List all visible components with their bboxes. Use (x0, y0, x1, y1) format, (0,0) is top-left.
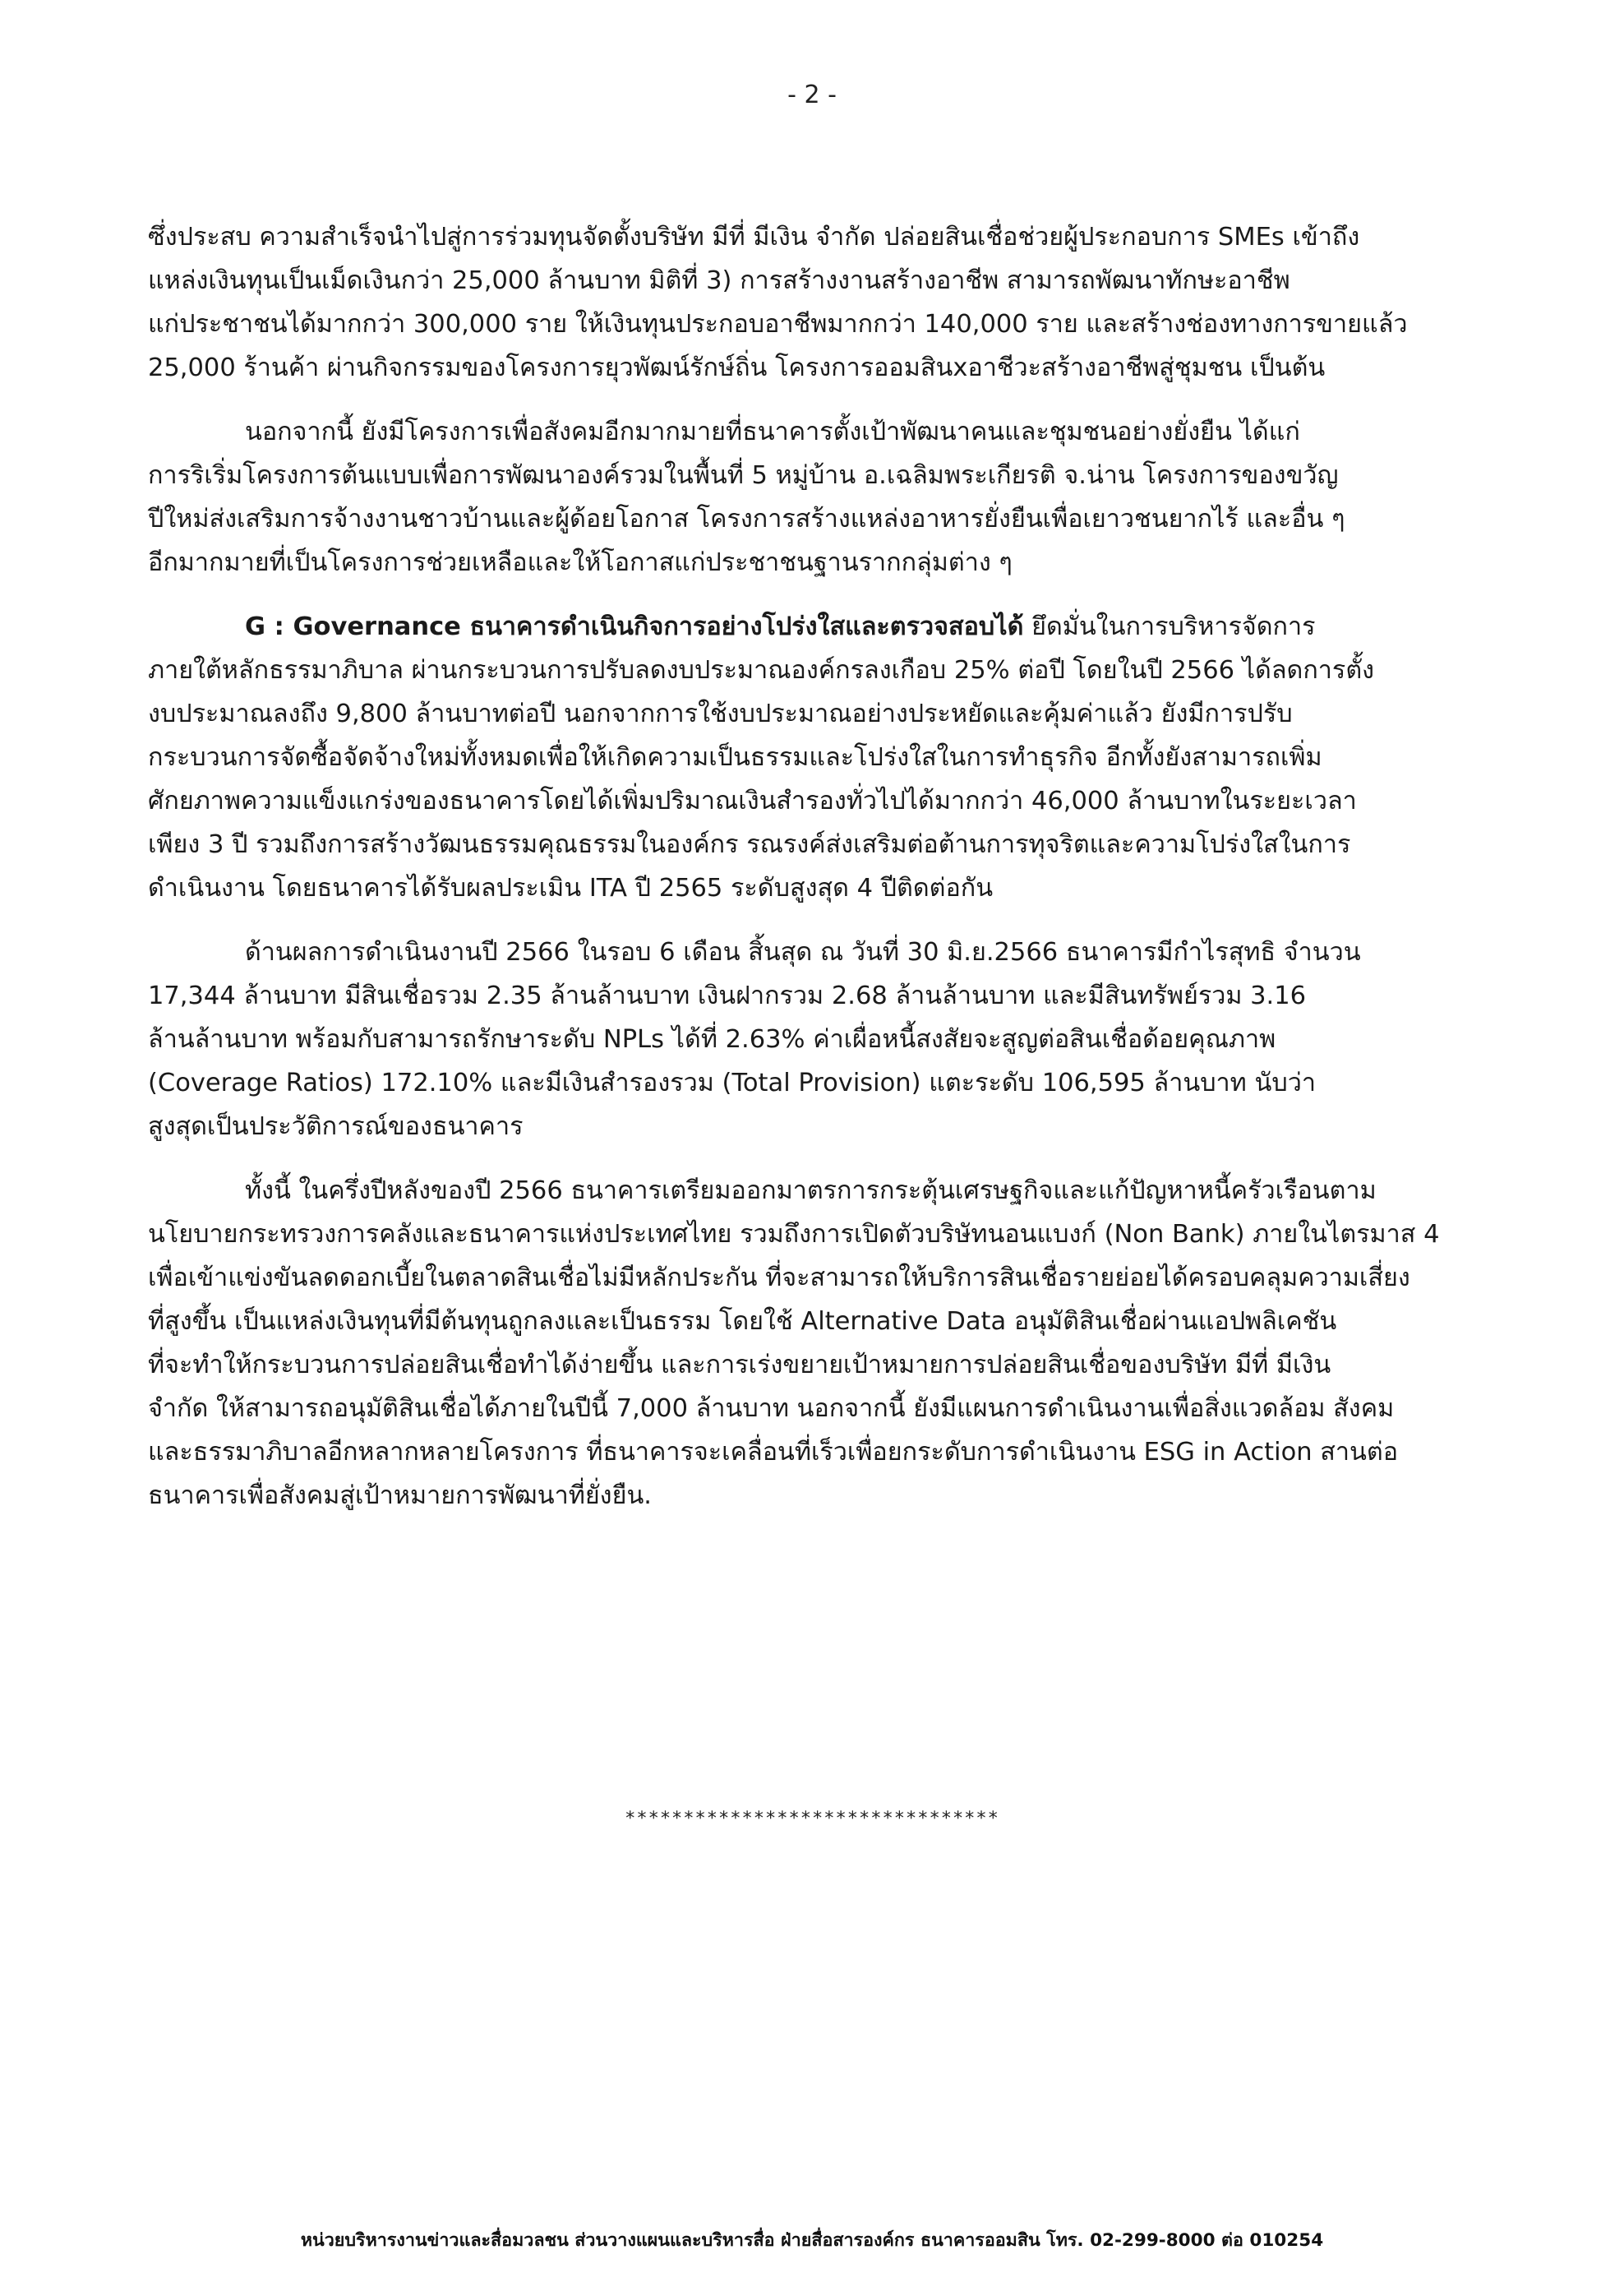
text-line: ภายใต้หลักธรรมาภิบาล ผ่านกระบวนการปรับลดงบประมาณองค์กรลงเกือบ 25% ต่อปี โดยในปี 2566 ได้ลดการตั้ง (148, 656, 1375, 685)
text-line: แหล่งเงินทุนเป็นเม็ดเงินกว่า 25,000 ล้านบาท มิติที่ 3) การสร้างงานสร้างอาชีพ สามารถพัฒนาทักษะอาชีพ (148, 266, 1290, 295)
text-line: ดำเนินงาน โดยธนาคารได้รับผลประเมิน ITA ปี 2565 ระดับสูงสุด 4 ปีติดต่อกัน (148, 874, 994, 903)
text-line: สูงสุดเป็นประวัติการณ์ของธนาคาร (148, 1112, 524, 1141)
footer-contact: หน่วยบริหารงานข่าวและสื่อมวลชน ส่วนวางแผนและบริหารสื่อ ฝ่ายสื่อสารองค์กร ธนาคารออมสิน โทร. 02-299-8000 ต่อ 010254 (300, 2230, 1324, 2251)
text-line: จำกัด ให้สามารถอนุมัติสินเชื่อได้ภายในปีนี้ 7,000 ล้านบาท นอกจากนี้ ยังมีแผนการดำเนินงานเพื่อสิ่งแวดล้อม สังคม (148, 1394, 1395, 1423)
text-line: อีกมากมายที่เป็นโครงการช่วยเหลือและให้โอกาสแก่ประชาชนฐานรากกลุ่มต่าง ๆ (148, 548, 1013, 577)
text-line: การริเริ่มโครงการต้นแบบเพื่อการพัฒนาองค์รวมในพื้นที่ 5 หมู่บ้าน อ.เฉลิมพระเกียรติ จ.น่าน โครงการของขวัญ (148, 461, 1339, 490)
text-line: งบประมาณลงถึง 9,800 ล้านบาทต่อปี นอกจากการใช้งบประมาณอย่างประหยัดและคุ้มค่าแล้ว ยังมีการปรับ (148, 700, 1293, 728)
text-line: 25,000 ร้านค้า ผ่านกิจกรรมของโครงการยุวพัฒน์รักษ์ถิ่น โครงการออมสินxอาชีวะสร้างอาชีพสู่ชุมชน เป็นต้น (148, 353, 1326, 382)
governance-first-line (148, 605, 1455, 649)
text-line: และธรรมาภิบาลอีกหลากหลายโครงการ ที่ธนาคารจะเคลื่อนที่เร็วเพื่อยกระดับการดำเนินงาน ESG in Action สานต่อ (148, 1438, 1399, 1467)
paragraph-performance (148, 931, 1455, 1148)
asterisk-separator: ******************************** (625, 1809, 999, 1829)
text-line: กระบวนการจัดซื้อจัดจ้างใหม่ทั้งหมดเพื่อให้เกิดความเป็นธรรมและโปร่งใสในการทำธุรกิจ อีกทั้งยังสามารถเพิ่ม (148, 743, 1322, 772)
text-line: ซึ่งประสบ ความสำเร็จนำไปสู่การร่วมทุนจัดตั้งบริษัท มีที่ มีเงิน จำกัด ปล่อยสินเชื่อช่วยผู้ประกอบการ SMEs เข้าถึง (148, 223, 1360, 252)
text-line: ธนาคารเพื่อสังคมสู่เป้าหมายการพัฒนาที่ยั่งยืน. (148, 1481, 652, 1510)
text-line: (Coverage Ratios) 172.10% และมีเงินสำรองรวม (Total Provision) แตะระดับ 106,595 ล้านบาท นับว่า (148, 1069, 1316, 1097)
text-line: ทั้งนี้ ในครึ่งปีหลังของปี 2566 ธนาคารเตรียมออกมาตรการกระตุ้นเศรษฐกิจและแก้ปัญหาหนี้ครัวเรือนตาม (245, 1176, 1377, 1205)
text-line: 17,344 ล้านบาท มีสินเชื่อรวม 2.35 ล้านล้านบาท เงินฝากรวม 2.68 ล้านล้านบาท และมีสินทรัพย์รวม 3.16 (148, 982, 1307, 1010)
text-line: เพื่อเข้าแข่งขันลดดอกเบี้ยในตลาดสินเชื่อไม่มีหลักประกัน ที่จะสามารถให้บริการสินเชื่อรายย่อยได้ครอบคลุมความเสี่ยง (148, 1263, 1410, 1292)
text-line: ที่สูงขึ้น เป็นแหล่งเงินทุนที่มีต้นทุนถูกลงและเป็นธรรม โดยใช้ Alternative Data อนุมัติสินเชื่อผ่านแอปพลิเคชัน (148, 1307, 1337, 1336)
text-line: เพียง 3 ปี รวมถึงการสร้างวัฒนธรรมคุณธรรมในองค์กร รณรงค์ส่งเสริมต่อต้านการทุจริตและความโปร่งใสในการ (148, 830, 1351, 859)
paragraph-economic-results (148, 215, 1455, 390)
page-number: - 2 - (787, 81, 837, 109)
text-line: ด้านผลการดำเนินงานปี 2566 ในรอบ 6 เดือน สิ้นสุด ณ วันที่ 30 มิ.ย.2566 ธนาคารมีกำไรสุทธิ จำนวน (245, 938, 1361, 967)
text-line: แก่ประชาชนได้มากกว่า 300,000 ราย ให้เงินทุนประกอบอาชีพมากกว่า 140,000 ราย และสร้างช่องทางการขายแล้ว (148, 310, 1408, 339)
text-line: ปีใหม่ส่งเสริมการจ้างงานชาวบ้านและผู้ด้อยโอกาส โครงการสร้างแหล่งอาหารยั่งยืนเพื่อเยาวชนยากไร้ และอื่น ๆ (148, 505, 1345, 534)
governance-heading: G : Governance ธนาคารดำเนินกิจการอย่างโปร่งใสและตรวจสอบได้ (245, 612, 1024, 641)
text-line: นโยบายกระทรวงการคลังและธนาคารแห่งประเทศไทย รวมถึงการเปิดตัวบริษัทนอนแบงก์ (Non Bank) ภายในไตรมาส 4 (148, 1220, 1440, 1249)
text-line: ล้านล้านบาท พร้อมกับสามารถรักษาระดับ NPLs ได้ที่ 2.63% ค่าเผื่อหนี้สงสัยจะสูญต่อสินเชื่อด้อยคุณภาพ (148, 1025, 1276, 1054)
text-line: นอกจากนี้ ยังมีโครงการเพื่อสังคมอีกมากมายที่ธนาคารตั้งเป้าพัฒนาคนและชุมชนอย่างยั่งยืน ได้แก่ (245, 418, 1300, 446)
text-line: ที่จะทำให้กระบวนการปล่อยสินเชื่อทำได้ง่ายขึ้น และการเร่งขยายเป้าหมายการปล่อยสินเชื่อของบริษัท มีที่ มีเงิน (148, 1351, 1331, 1379)
governance-first-line-rest: ยึดมั่นในการบริหารจัดการ (1023, 612, 1316, 641)
paragraph-second-half-plans (148, 1169, 1455, 1518)
paragraph-social-projects (148, 410, 1455, 584)
text-line: ศักยภาพความแข็งแกร่งของธนาคารโดยได้เพิ่มปริมาณเงินสำรองทั่วไปได้มากกว่า 46,000 ล้านบาทในระยะเวลา (148, 787, 1357, 815)
paragraph-governance (148, 605, 1455, 910)
document-body (148, 215, 1455, 1538)
